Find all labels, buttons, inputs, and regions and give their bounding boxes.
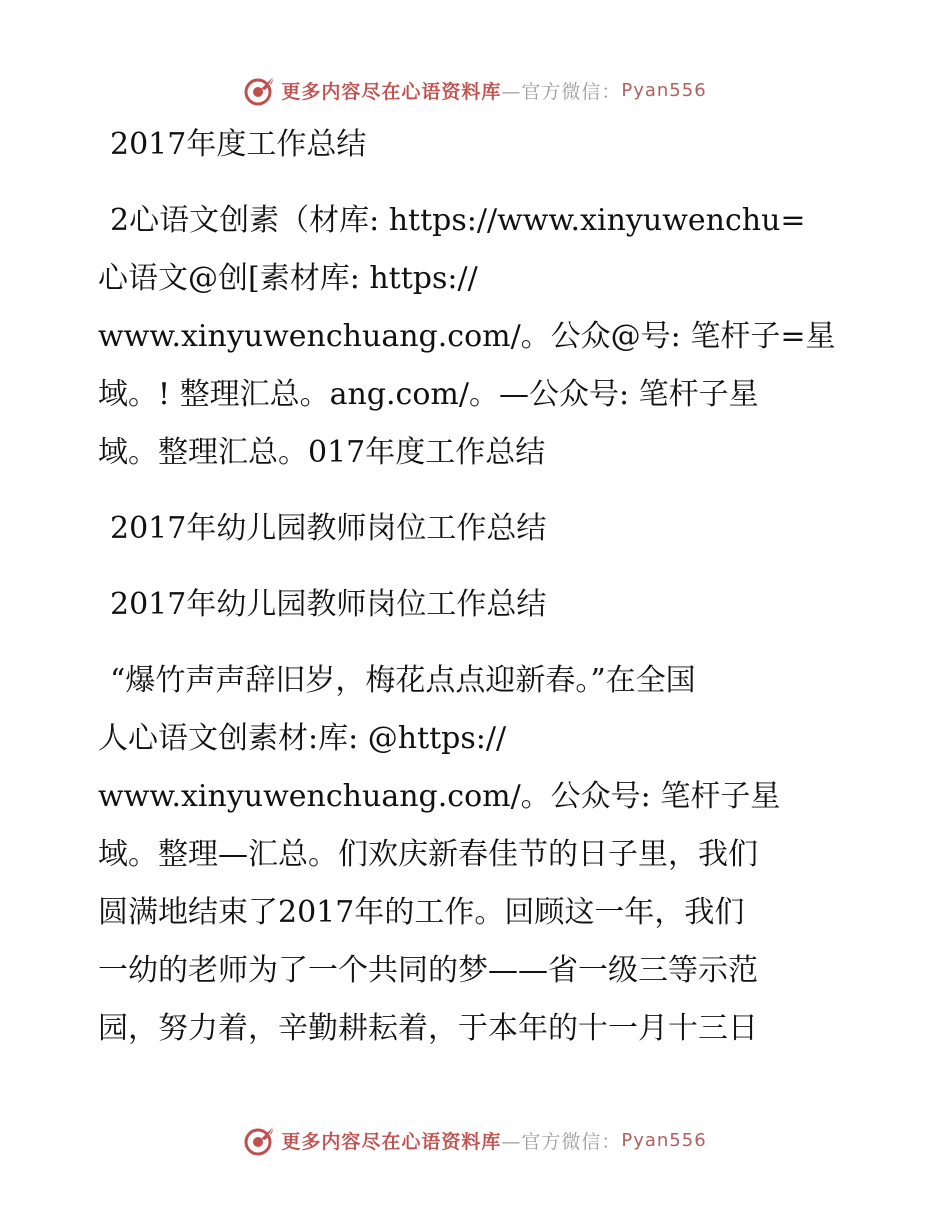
paragraph-line: 圆满地结束了2017年的工作。回顾这一年，我们 xyxy=(98,895,745,930)
banner-red-text: 更多内容尽在心语资料库 xyxy=(281,80,502,103)
header-banner xyxy=(0,70,950,110)
paragraph-line: 域。整理—汇总。们欢庆新春佳节的日子里，我们 xyxy=(98,837,758,872)
paragraph-line: 域。! 整理汇总。ang.com/。—公众号: 笔杆子星 xyxy=(98,377,759,412)
paragraph-line: 2心语文创素（材库: https://www.xinyuwenchu= xyxy=(110,203,806,238)
document-title: 2017年度工作总结 xyxy=(110,127,367,162)
paragraph-line: 心语文@创[素材库: https:// xyxy=(98,261,478,296)
paragraph-1 xyxy=(98,192,858,482)
paragraph-line: 园，努力着，辛勤耕耘着，于本年的十一月十三日 xyxy=(98,1011,758,1046)
paragraph-line: 人心语文创素材:库: @https:// xyxy=(98,721,507,756)
banner-gray-text: —官方微信： xyxy=(501,1130,622,1153)
section-heading: 2017年幼儿园教师岗位工作总结 xyxy=(110,511,547,546)
quill-logo-icon xyxy=(243,73,277,107)
footer-banner xyxy=(0,1120,950,1160)
section-heading: 2017年幼儿园教师岗位工作总结 xyxy=(110,587,547,622)
paragraph-line: www.xinyuwenchuang.com/。公众@号: 笔杆子=星 xyxy=(98,319,836,354)
paragraph-line: 域。整理汇总。017年度工作总结 xyxy=(98,435,546,470)
document-body xyxy=(98,116,858,1058)
paragraph-line: 一幼的老师为了一个共同的梦——省一级三等示范 xyxy=(98,953,758,988)
paragraph-2 xyxy=(98,652,858,1058)
banner-account: Pyan556 xyxy=(621,1129,707,1151)
banner-account: Pyan556 xyxy=(621,79,707,101)
paragraph-line: www.xinyuwenchuang.com/。公众号: 笔杆子星 xyxy=(98,779,781,814)
quill-logo-icon xyxy=(243,1123,277,1157)
banner-gray-text: —官方微信： xyxy=(501,80,622,103)
paragraph-line: “爆竹声声辞旧岁，梅花点点迎新春。”在全国 xyxy=(110,663,696,698)
banner-red-text: 更多内容尽在心语资料库 xyxy=(281,1130,502,1153)
